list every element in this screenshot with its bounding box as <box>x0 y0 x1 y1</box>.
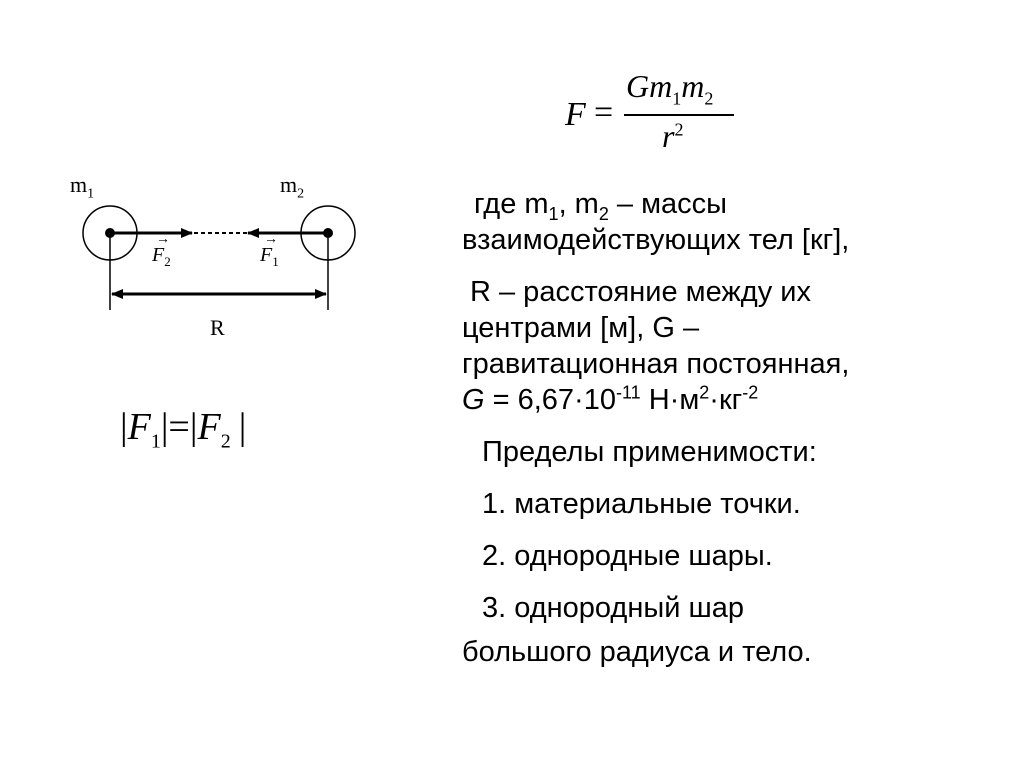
formula-lhs: F <box>565 96 586 133</box>
mass1-label: $m_1$ <box>70 172 95 202</box>
formula-equals: = <box>594 94 614 131</box>
force-label-f1: → $F_1$ <box>260 232 279 269</box>
limits-item-3a: 3. однородный шар <box>482 592 744 624</box>
text-g-constant: $G = 6,67\cdot 10^{-11}$ $Н\cdot м^2\cdot кг^{-2}$ <box>462 382 759 416</box>
mass2-label: $m_2$ <box>280 172 305 202</box>
fraction-bar <box>624 114 734 116</box>
limits-item-1: 1. материальные точки. <box>482 488 801 520</box>
formula-numerator: $Gm_1m_2$ <box>626 68 714 109</box>
text-line-4: центрами [м], G – <box>462 312 700 344</box>
formula-denominator: $r^2$ <box>662 118 684 154</box>
gravity-formula <box>560 66 750 166</box>
description-text <box>462 186 942 670</box>
force-equality: $|F_1|=|F_2$ | <box>120 406 247 453</box>
force-label-f2: → $F_2$ <box>152 232 171 269</box>
limits-title: Пределы применимости: <box>482 436 817 468</box>
limits-item-3b: большого радиуса и тело. <box>462 636 812 668</box>
limits-item-2: 2. однородные шары. <box>482 540 773 572</box>
text-where-line: где $m_1$, $m_2$ – массы <box>474 188 728 224</box>
distance-label: R <box>210 315 225 340</box>
text-line-5: гравитационная постоянная, <box>462 348 850 380</box>
force-diagram <box>60 170 380 360</box>
text-line-2: взаимодействующих тел [кг], <box>462 224 850 256</box>
text-line-3: R – расстояние между их <box>470 276 811 308</box>
